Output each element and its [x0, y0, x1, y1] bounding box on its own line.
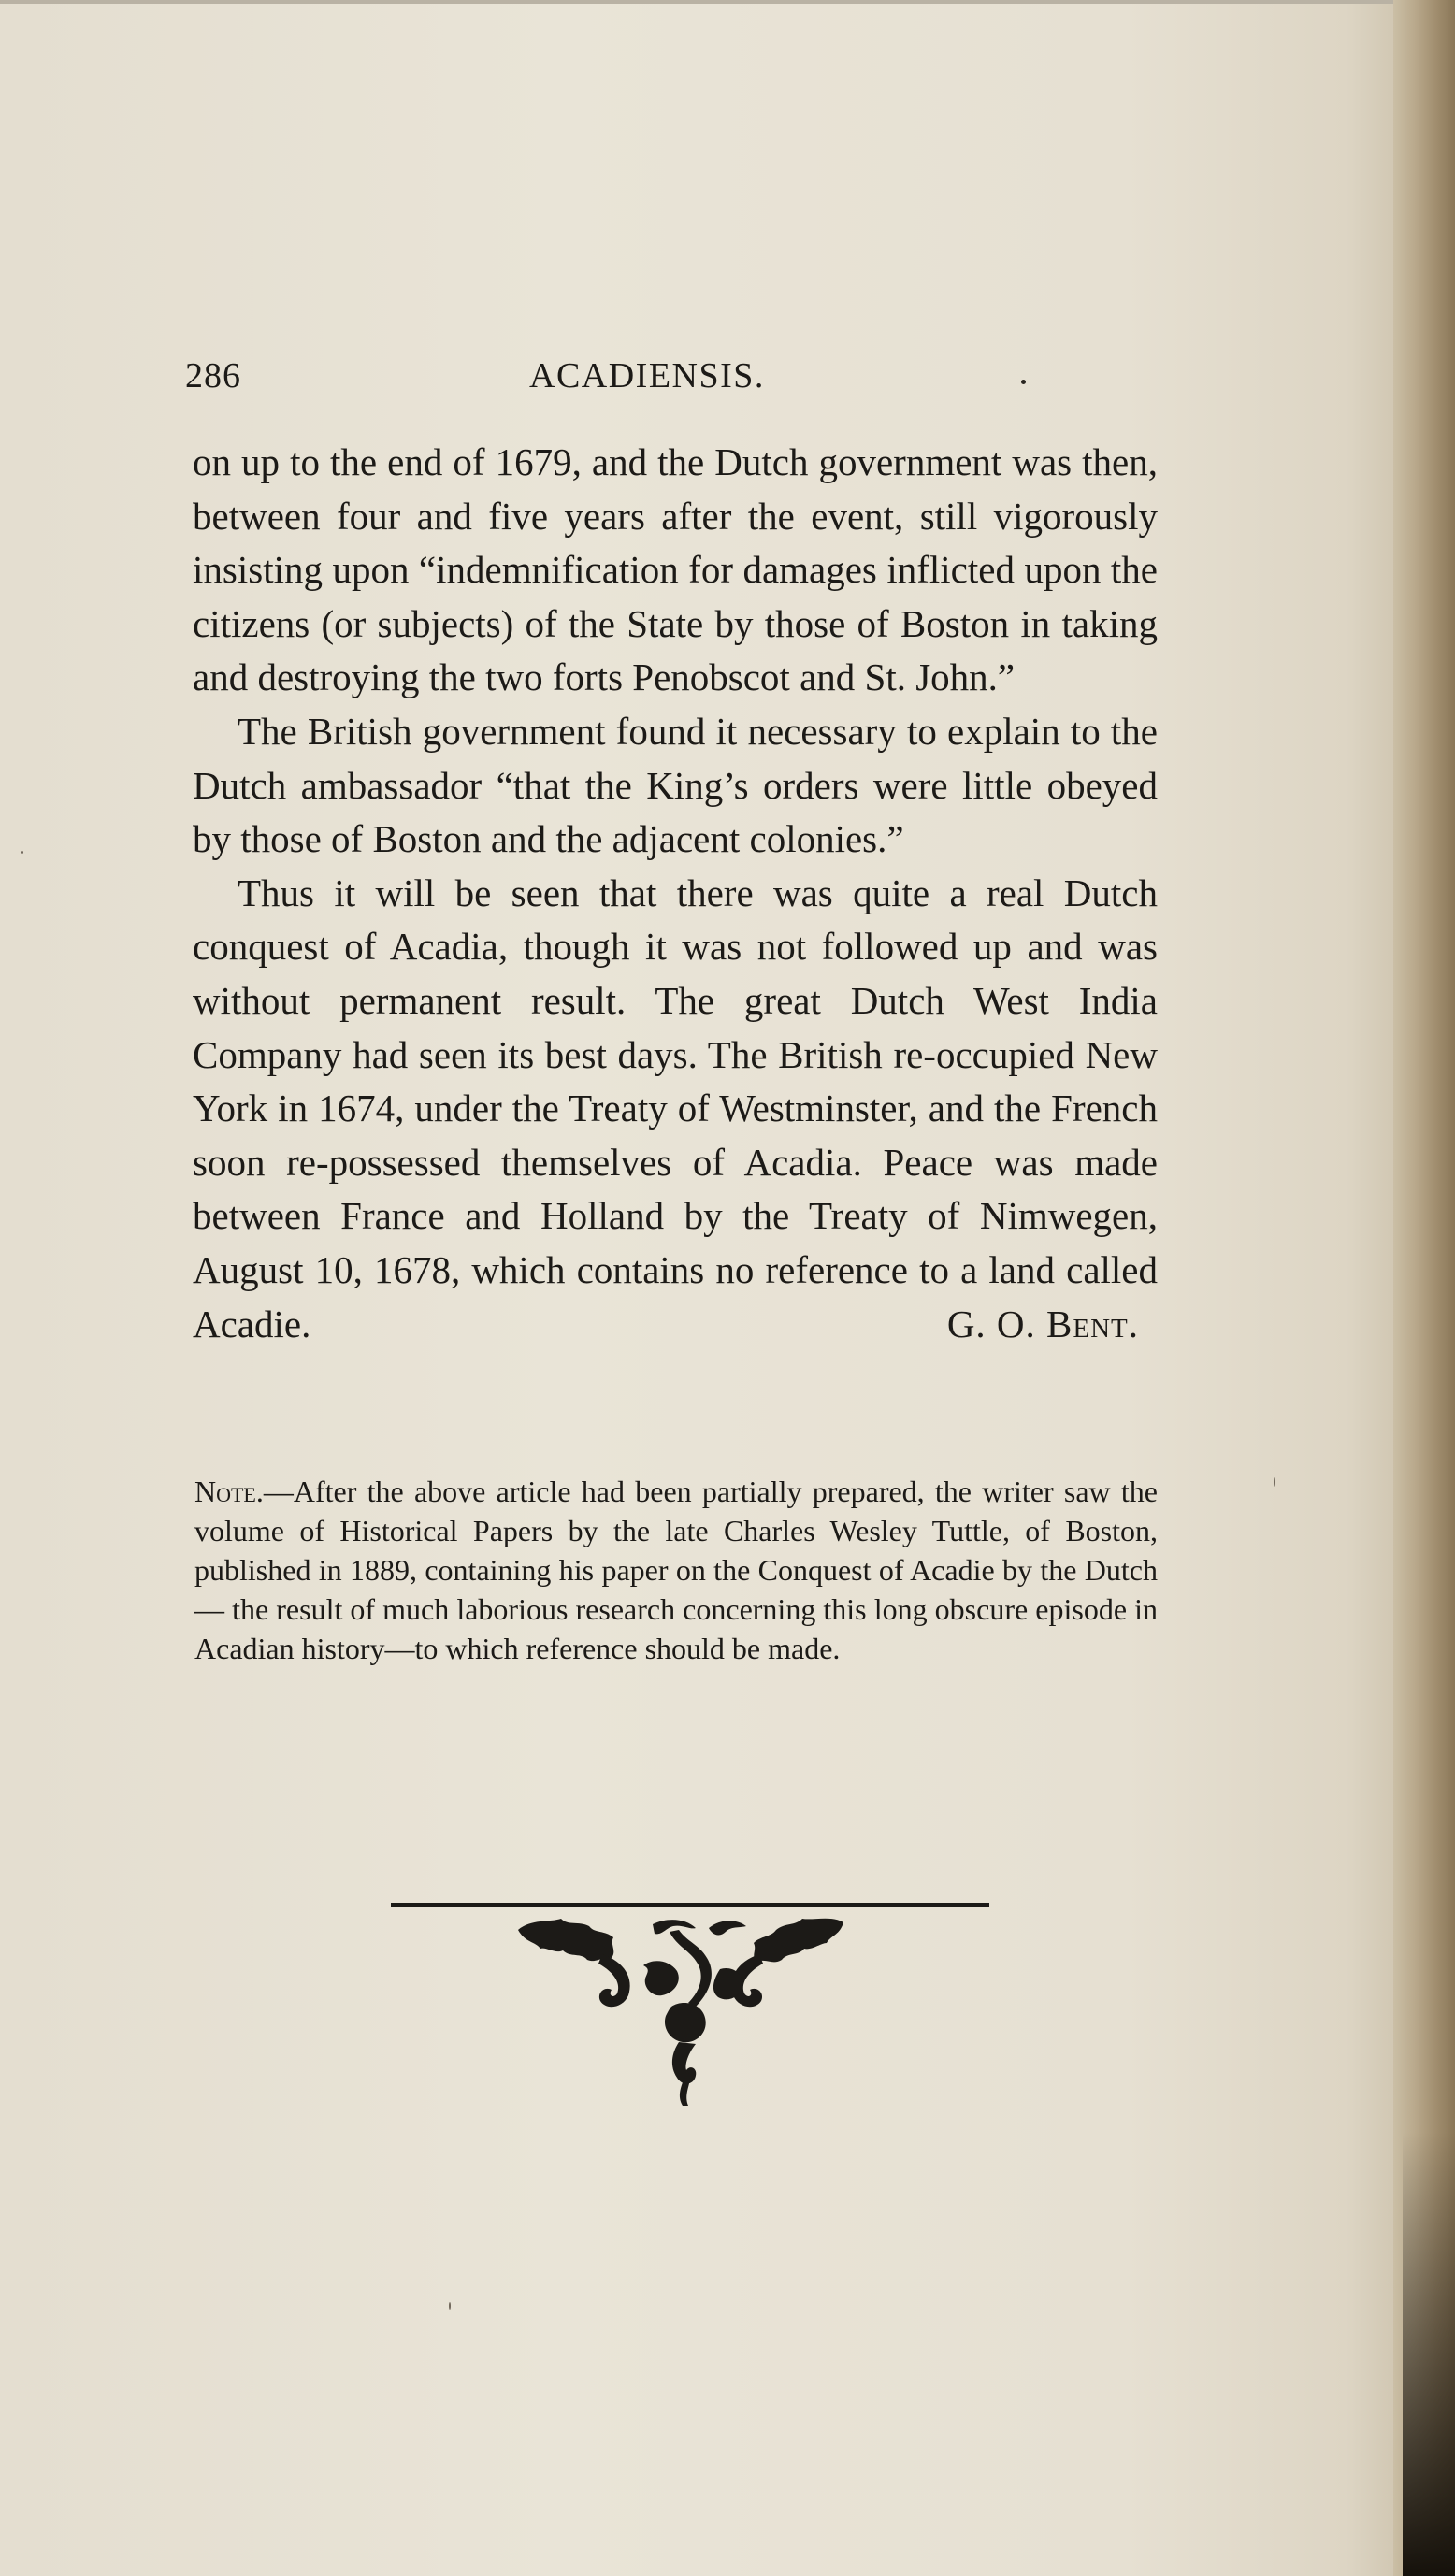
- footnote-text: [194, 1472, 1158, 1668]
- paragraph-2: The British government found it necessary to explain to the Dutch ambassador “that the King’s orders were little obeyed by those of Boston and the adjacent colonies.”: [193, 709, 1158, 861]
- author-signature: G. O. Bent.: [946, 1302, 1139, 1346]
- paragraph-1: on up to the end of 1679, and the Dutch government was then, between four and five years after the event, still vigorously insisting upon “indemnification for damages inflicted upon the citizens (or subjects) of the State by those of Boston in taking and destroying the two forts Penobscot and St. John.”: [193, 440, 1158, 699]
- spine-shadow: [1403, 2132, 1455, 2576]
- page-header: [185, 355, 1045, 402]
- paragraph-3-text: Thus it will be seen that there was quite a real Dutch conquest of Acadia, though it was not followed up and was without permanent result. The great Dutch West India Company had seen its best days. The British re-occupied New York in 1674, under the Treaty of Westminster, and the French soon re-possessed themselves of Acadia. Peace was made between France and Holland by the Treaty of Nimwegen, August 10, 1678, which contains no reference to a land called Acadie.: [193, 871, 1158, 1346]
- footnote-body: —After the above article had been partially prepared, the writer saw the volume of Historical Papers by the late Charles Wesley Tuttle, of Boston, published in 1889, containing his paper on the Conquest of Acadie by the Dutch — the result of much laborious research concerning this long obscure episode in Acadian history—to which reference should be made.: [194, 1475, 1158, 1665]
- paper-speck: [449, 2302, 451, 2310]
- footnote-label: Note.: [194, 1475, 264, 1508]
- article-body: [193, 436, 1158, 1351]
- page-number: 286: [185, 356, 241, 396]
- ornament-rule: [391, 1903, 989, 1907]
- footnote: [194, 1472, 1158, 1668]
- page-top-edge: [0, 0, 1403, 4]
- oak-leaf-tailpiece-icon: [512, 1913, 849, 2109]
- paragraph-3: [193, 867, 1158, 1351]
- running-title: ACADIENSIS.: [529, 356, 765, 396]
- paper-speck: [21, 851, 23, 854]
- paper-speck: [1274, 1477, 1275, 1487]
- header-speck: [1021, 380, 1026, 384]
